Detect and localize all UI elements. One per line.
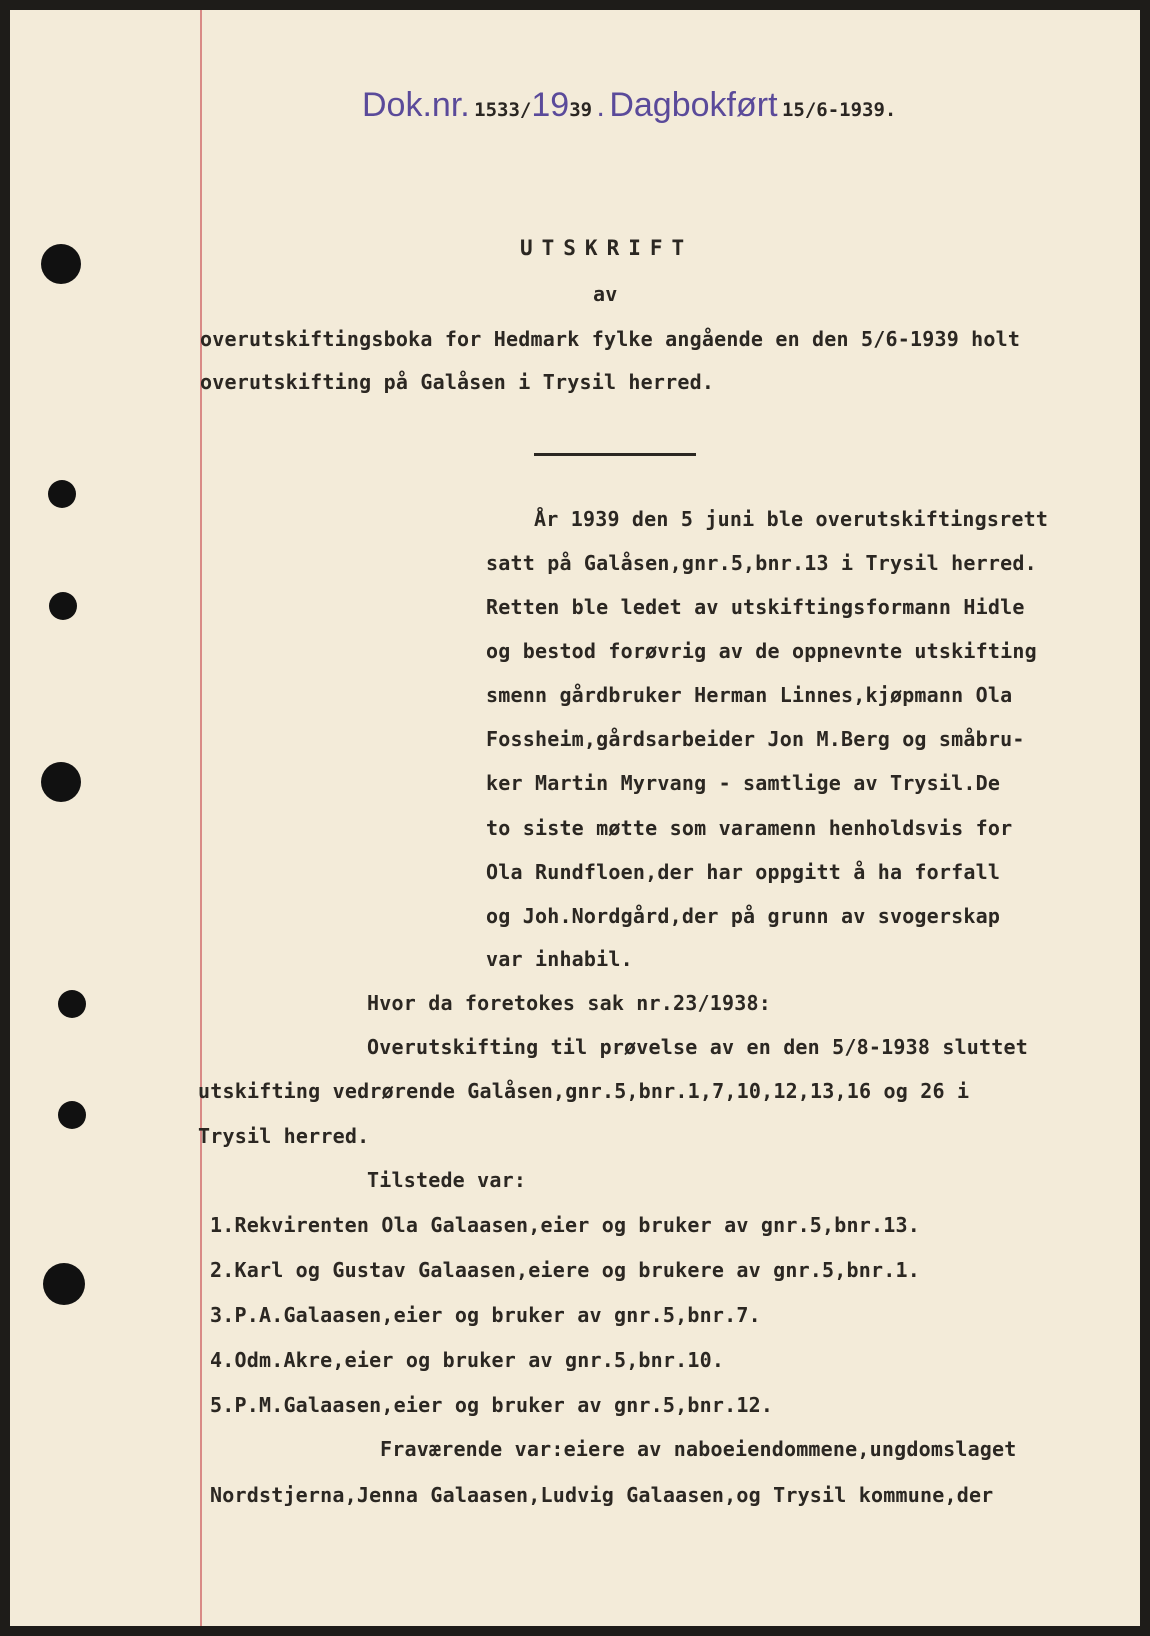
document-page (10, 10, 1140, 1626)
registry-stamp (362, 86, 896, 125)
punch-hole (43, 1263, 85, 1305)
body-line: satt på Galåsen,gnr.5,bnr.13 i Trysil herred. (486, 551, 1037, 575)
dagbok-date: 15/6-1939. (781, 99, 897, 121)
heading-rule (534, 453, 696, 456)
body-line: smenn gårdbruker Herman Linnes,kjøpmann Ola (486, 683, 1013, 707)
dok-number: 1533/ (474, 99, 532, 121)
present-item: 1.Rekvirenten Ola Galaasen,eier og bruker av gnr.5,bnr.13. (210, 1213, 920, 1237)
margin-line (200, 10, 202, 1626)
heading-av: av (593, 282, 618, 306)
body-line: Ola Rundfloen,der har oppgitt å ha forfall (486, 860, 1001, 884)
case-line: Overutskifting til prøvelse av en den 5/8-1938 sluttet (367, 1035, 1029, 1059)
case-line: Trysil herred. (198, 1124, 370, 1148)
intro-line: overutskiftingsboka for Hedmark fylke angående en den 5/6-1939 holt (200, 327, 1021, 351)
dagbok-label: Dagbokført (609, 86, 778, 124)
punch-hole (41, 762, 81, 802)
body-line: Fossheim,gårdsarbeider Jon M.Berg og småbru- (486, 727, 1025, 751)
case-line: Hvor da foretokes sak nr.23/1938: (367, 991, 771, 1015)
case-line: utskifting vedrørende Galåsen,gnr.5,bnr.1,7,10,12,13,16 og 26 i (198, 1079, 970, 1103)
present-item: 5.P.M.Galaasen,eier og bruker av gnr.5,bnr.12. (210, 1393, 774, 1417)
body-line: Retten ble ledet av utskiftingsformann Hidle (486, 595, 1025, 619)
document-title: UTSKRIFT (520, 236, 694, 260)
body-line: og Joh.Nordgård,der på grunn av svogerskap (486, 904, 1001, 928)
intro-line: overutskifting på Galåsen i Trysil herred. (200, 370, 715, 394)
stamp-separator: . (596, 90, 605, 123)
body-line: og bestod forøvrig av de oppnevnte utskifting (486, 639, 1037, 663)
punch-hole (41, 244, 81, 284)
dok-year-typed: 39 (569, 99, 593, 121)
punch-hole (48, 480, 76, 508)
present-item: 4.Odm.Akre,eier og bruker av gnr.5,bnr.10. (210, 1348, 725, 1372)
dok-year-stamp: 19 (531, 86, 570, 124)
present-item: 3.P.A.Galaasen,eier og bruker av gnr.5,bnr.7. (210, 1303, 761, 1327)
body-line: ker Martin Myrvang - samtlige av Trysil.De (486, 771, 1001, 795)
dok-label: Dok.nr. (362, 86, 470, 124)
body-line: År 1939 den 5 juni ble overutskiftingsrett (534, 507, 1049, 531)
absent-line: Fraværende var:eiere av naboeiendommene,ungdomslaget (380, 1437, 1017, 1461)
absent-line: Nordstjerna,Jenna Galaasen,Ludvig Galaasen,og Trysil kommune,der (210, 1483, 994, 1507)
punch-hole (49, 592, 77, 620)
punch-hole (58, 1101, 86, 1129)
punch-hole (58, 990, 86, 1018)
present-item: 2.Karl og Gustav Galaasen,eiere og brukere av gnr.5,bnr.1. (210, 1258, 920, 1282)
body-line: to siste møtte som varamenn henholdsvis for (486, 816, 1013, 840)
present-label: Tilstede var: (367, 1168, 527, 1192)
body-line: var inhabil. (486, 947, 633, 971)
